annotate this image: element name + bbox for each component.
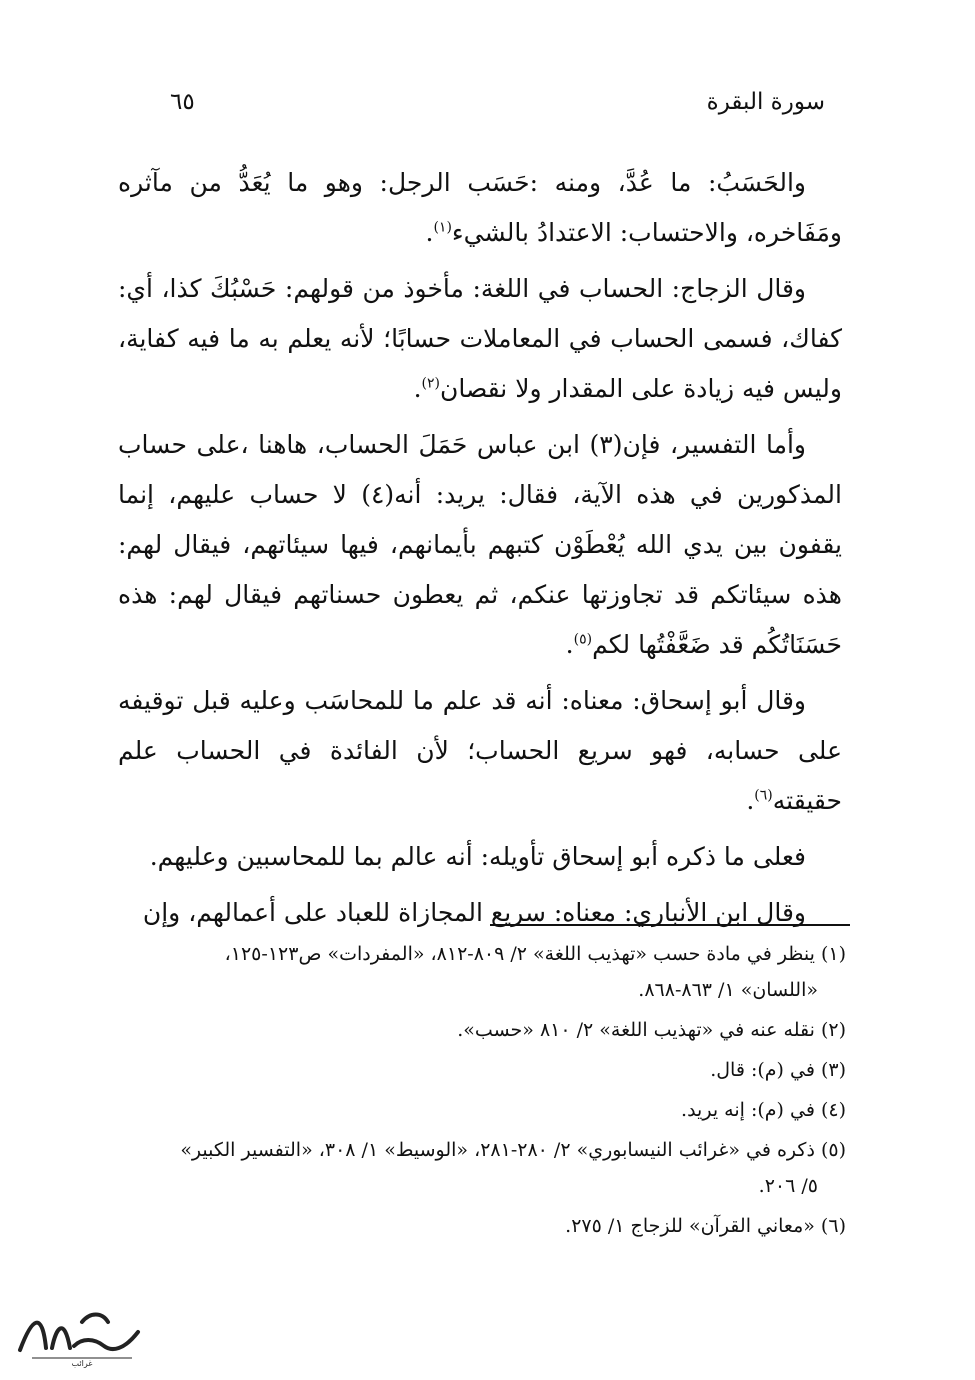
footnote: (٥) ذكره في «غرائب النيسابوري» ٢/ ٢٨٠-٢٨١، «الوسيط» ١/ ٣٠٨، «التفسير الكبير» ٥/ ٢٠٦. [180,1139,846,1197]
calligraphy-logo-icon [12,1298,162,1368]
paragraph: وقال الزجاج: الحساب في اللغة: مأخوذ من قولهم: حَسْبُكَ كذا، أي: كفاك، فسمى الحساب في المعاملات حسابًا؛ لأنه يعلم به ما فيه كفاية، وليس فيه زيادة على المقدار ولا نقصان$^{(٢)}$. [118,274,842,403]
paragraph: والحَسَبُ: ما عُدَّ، ومنه :حَسَب الرجل: وهو ما يُعَدُّ من مآثره ومَفَاخره، والاحتساب: الاعتدادُ بالشيء$^{(١)}$. [118,168,842,247]
surah-title: سورة البقرة [706,89,825,115]
page-header [170,82,825,122]
footnote: (٦) «معاني القرآن» للزجاج ١/ ٢٧٥. [565,1215,846,1237]
footnote: (١) ينظر في مادة حسب «تهذيب اللغة» ٢/ ٨٠٩-٨١٢، «المفردات» ص١٢٣-١٢٥، «اللسان» ١/ ٨٦٣-٨٦٨. [224,943,846,1001]
paragraph: وقال أبو إسحاق: معناه: أنه قد علم ما للمحاسَب وعليه قبل توقيفه على حسابه، فهو سريع الحساب؛ لأن الفائدة في الحساب علم حقيقته$^{(٦)}$. [118,686,842,815]
paragraph: وقال ابن الأنباري: معناه: سريع المجازاة للعباد على أعمالهم، وإن [142,898,806,927]
footnote: (٢) نقله عنه في «تهذيب اللغة» ٢/ ٨١٠ «حسب». [457,1019,846,1041]
footnote-divider [490,924,850,926]
footnote: (٤) في (م): إنه يريد. [681,1099,846,1121]
main-text [118,158,842,944]
svg-text:غرائب: غرائب [71,1359,93,1368]
paragraph: وأما التفسير، فإن(٣) ابن عباس حَمَلَ الحساب، هاهنا ،على حساب المذكورين في هذه الآية، فقال: يريد: أنه(٤) لا حساب عليهم، إنما يقفون بين يدي الله يُعْطَوْن كتبهم بأيمانهم، فيها سيئاتهم، فيقال لهم: هذه سيئاتكم قد تجاوزتها عنكم، ثم يعطون حسناتهم فيقال لهم: هذه حَسَنَاتُكُم قد ضَعَّفْتُها لكم$^{(٥)}$. [118,430,842,659]
footnote: (٣) في (م): قال. [710,1059,846,1081]
paragraph: فعلى ما ذكره أبو إسحاق تأويله: أنه عالم بما للمحاسبين وعليهم. [149,842,806,871]
publisher-logo [12,1298,162,1368]
page-number: ٦٥ [170,89,195,115]
footnotes [128,936,846,1248]
